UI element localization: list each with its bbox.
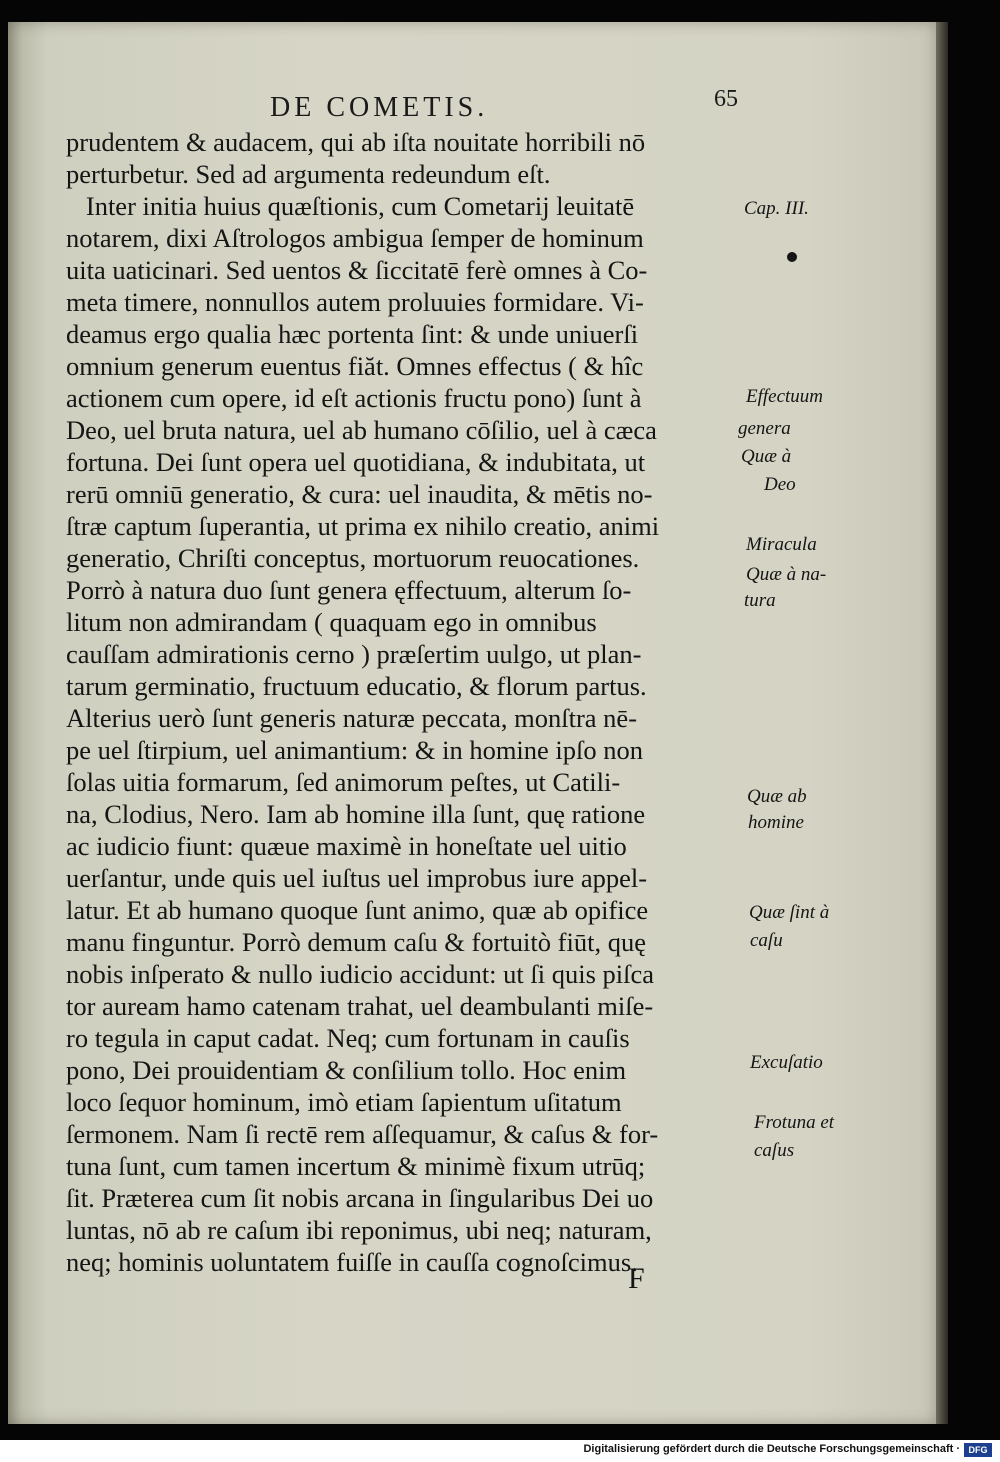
text-line: manu finguntur. Porrò demum caſu & fortuitò fiūt, quę	[66, 927, 646, 957]
text-line: pe uel ſtirpium, uel animantium: & in homine ipſo non	[66, 735, 644, 765]
page-number: 65	[714, 86, 738, 112]
margin-note: tura	[744, 590, 776, 611]
text-line: litum non admirandam ( quaquam ego in omnibus	[66, 607, 597, 637]
page-edge-shadow	[936, 22, 948, 1424]
text-line: cauſſam admirationis cerno ) præſertim uulgo, ut plan-	[66, 639, 642, 669]
margin-note: Excuſatio	[750, 1052, 823, 1073]
text-line: perturbetur. Sed ad argumenta redeundum eſt.	[66, 159, 551, 189]
text-line: pono, Dei prouidentiam & conſilium tollo. Hoc enim	[66, 1055, 627, 1085]
text-line: Deo, uel bruta natura, uel ab humano cōſilio, uel à cæca	[66, 415, 657, 445]
text-line: ſolas uitia formarum, ſed animorum peſtes, ut Catili-	[66, 767, 621, 797]
text-line: nobis inſperato & nullo iudicio accidunt: ut ſi quis piſca	[66, 959, 655, 989]
text-line: deamus ergo qualia hæc portenta ſint: & unde uniuerſi	[66, 319, 639, 349]
text-line: ſit. Præterea cum ſit nobis arcana in ſingularibus Dei uo	[66, 1183, 654, 1213]
text-line: ro tegula in caput cadat. Neq; cum fortunam in cauſis	[66, 1023, 630, 1053]
text-line: rerū omniū generatio, & cura: uel inaudita, & mētis no-	[66, 479, 653, 509]
running-title: DE COMETIS.	[270, 92, 489, 123]
footer-bar	[0, 1440, 1000, 1462]
text-line: prudentem & audacem, qui ab iſta nouitate horribili nō	[66, 127, 646, 157]
text-line: latur. Et ab humano quoque ſunt animo, quæ ab opifice	[66, 895, 649, 925]
text-line: uerſantur, unde quis uel iuſtus uel improbus iure appel-	[66, 863, 648, 893]
funding-credit: Digitalisierung gefördert durch die Deutsche Forschungsgemeinschaft ·	[583, 1443, 960, 1455]
margin-note: homine	[748, 812, 804, 833]
text-line: generatio, Chriſti conceptus, mortuorum reuocationes.	[66, 543, 640, 573]
margin-note: Miracula	[746, 534, 817, 555]
margin-note: Quæ à na-	[746, 564, 827, 585]
text-line: actionem cum opere, id eſt actionis fructu pono) ſunt à	[66, 383, 642, 413]
margin-note: caſu	[750, 930, 783, 951]
text-line: Alterius uerò ſunt generis naturæ peccata, monſtra nē-	[66, 703, 638, 733]
text-line: ſermonem. Nam ſi rectē rem aſſequamur, & caſus & for-	[66, 1119, 659, 1149]
text-line: tarum germinatio, fructuum educatio, & florum partus.	[66, 671, 647, 701]
margin-note: Effectuum	[746, 386, 824, 407]
text-line: notarem, dixi Aſtrologos ambigua ſemper de hominum	[66, 223, 644, 253]
text-line: tor auream hamo catenam trahat, uel deambulanti miſe-	[66, 991, 654, 1021]
text-line: uita uaticinari. Sed uentos & ſiccitatē ferè omnes à Co-	[66, 255, 648, 285]
margin-note: Quæ ab	[747, 786, 807, 807]
text-line: luntas, nō ab re caſum ibi reponimus, ubi neq; naturam,	[66, 1215, 652, 1245]
text-line: Porrò à natura duo ſunt genera ęffectuum, alterum ſo-	[66, 575, 632, 605]
text-line: fortuna. Dei ſunt opera uel quotidiana, & indubitata, ut	[66, 447, 646, 477]
signature-mark: F	[628, 1262, 645, 1295]
text-line: omnium generum euentus fiăt. Omnes effectus ( & hîc	[66, 351, 644, 381]
text-line: meta timere, nonnullos autem proluuies formidare. Vi-	[66, 287, 644, 317]
text-line: loco ſequor hominum, imò etiam ſapientum uſitatum	[66, 1087, 622, 1117]
margin-note: genera	[738, 418, 791, 439]
margin-note: Quæ à	[741, 446, 792, 467]
text-line: Inter initia huius quæſtionis, cum Cometarij leuitatē	[66, 191, 635, 221]
margin-note: Cap. III.	[744, 198, 809, 219]
margin-note: caſus	[754, 1140, 795, 1161]
text-line: neq; hominis uoluntatem fuiſſe in cauſſa cognoſcimus.	[66, 1247, 638, 1277]
dfg-logo: DFG	[964, 1443, 992, 1457]
bullet-dot-icon	[787, 252, 797, 262]
margin-note: Frotuna et	[754, 1112, 835, 1133]
text-line: na, Clodius, Nero. Iam ab homine illa ſunt, quę ratione	[66, 799, 646, 829]
margin-note: Quæ ſint à	[749, 902, 830, 923]
text-line: ſtræ captum ſuperantia, ut prima ex nihilo creatio, animi	[66, 511, 660, 541]
text-line: ac iudicio fiunt: quæue maximè in honeſtate uel uitio	[66, 831, 627, 861]
text-line: tuna ſunt, cum tamen incertum & minimè fixum utrūq;	[66, 1151, 646, 1181]
margin-note: Deo	[764, 474, 796, 495]
